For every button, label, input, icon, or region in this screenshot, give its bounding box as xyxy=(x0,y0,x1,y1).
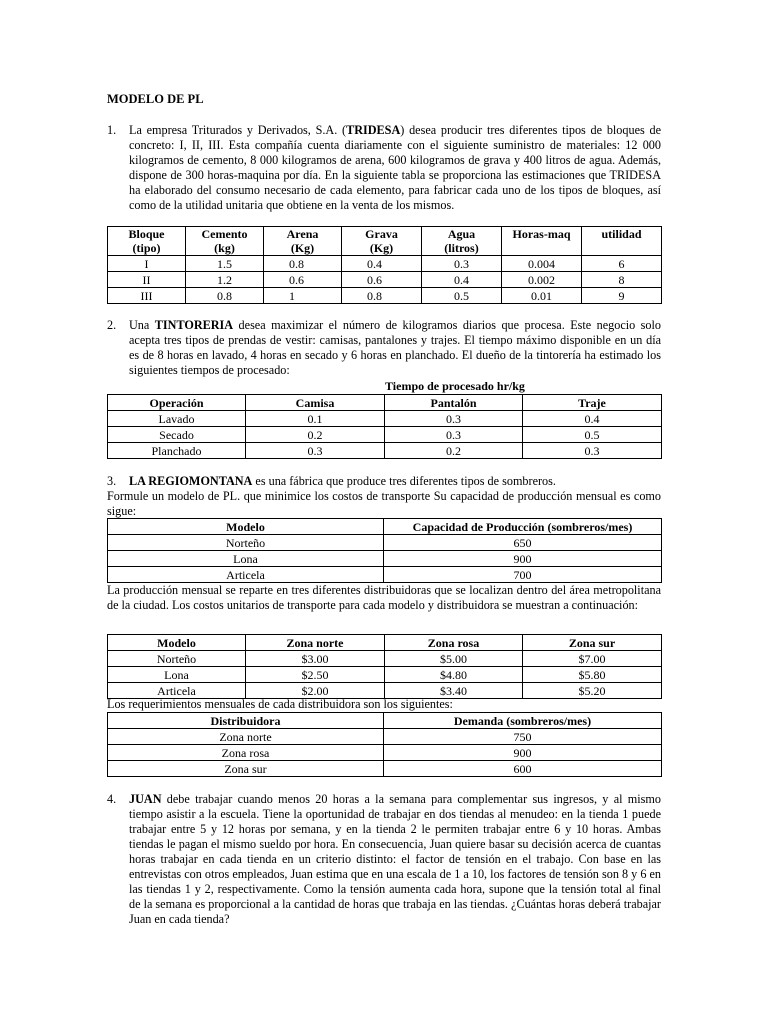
header-cell: Arena (Kg) xyxy=(264,227,342,256)
problem-1-number: 1. xyxy=(107,123,117,137)
table-row xyxy=(108,567,662,583)
table-cell: Zona norte xyxy=(108,729,384,745)
table-cell: I xyxy=(108,256,186,272)
table-cell: 0.6 xyxy=(342,272,422,288)
table-cell: 9 xyxy=(582,288,662,304)
problem-1-text xyxy=(129,123,661,213)
problem-3-text xyxy=(129,474,661,489)
header-cell: Agua (litros) xyxy=(422,227,502,256)
table-header-row xyxy=(108,635,662,651)
problem-1-text-start: La empresa Triturados y Derivados, S.A. ( xyxy=(129,123,347,137)
table-cell: 0.2 xyxy=(246,427,385,443)
table-cell: Lona xyxy=(108,551,384,567)
table-cell: II xyxy=(108,272,186,288)
problem-3-distribution-text: La producción mensual se reparte en tres diferentes distribuidoras que se localizan dentro del área metropolitana de la ciudad. Los costos unitarios de transporte para cada modelo y distribuidora se muestran a continuación: xyxy=(107,583,661,612)
problem-2-number: 2. xyxy=(107,318,117,332)
table-row xyxy=(108,667,662,683)
table-capacidad xyxy=(107,518,662,583)
table-cell: Norteño xyxy=(108,535,384,551)
table-cell: 650 xyxy=(384,535,662,551)
table-cell: 0.8 xyxy=(342,288,422,304)
header-cell: Traje xyxy=(523,395,662,411)
table-cell: 8 xyxy=(582,272,662,288)
header-cell: Cemento (kg) xyxy=(186,227,264,256)
header-cell: Modelo xyxy=(108,519,384,535)
table-cell: 1 xyxy=(264,288,342,304)
table-cell: $2.00 xyxy=(246,683,385,699)
table-cell: $5.80 xyxy=(523,667,662,683)
header-cell: Operación xyxy=(108,395,246,411)
table-cell: Norteño xyxy=(108,651,246,667)
table-cell: 0.6 xyxy=(264,272,342,288)
header-cell: Capacidad de Producción (sombreros/mes) xyxy=(384,519,662,535)
table-cell: $7.00 xyxy=(523,651,662,667)
table-cell: Articela xyxy=(108,683,246,699)
table-cell: 6 xyxy=(582,256,662,272)
problem-4-number: 4. xyxy=(107,792,117,806)
table-cell: 900 xyxy=(384,745,662,761)
problem-4-text xyxy=(129,792,661,927)
table-header-row xyxy=(108,713,662,729)
table-cell: 0.3 xyxy=(385,427,523,443)
table-cell: 700 xyxy=(384,567,662,583)
table-header-row xyxy=(108,519,662,535)
table-cell: 0.4 xyxy=(422,272,502,288)
table-cell: 0.01 xyxy=(502,288,582,304)
header-cell: Bloque (tipo) xyxy=(108,227,186,256)
table-cell: 0.4 xyxy=(342,256,422,272)
table-cell: III xyxy=(108,288,186,304)
problem-3 xyxy=(107,474,661,489)
header-cell: Zona rosa xyxy=(385,635,523,651)
table-cell: 0.002 xyxy=(502,272,582,288)
header-cell: Demanda (sombreros/mes) xyxy=(384,713,662,729)
company-name-tintoreria: TINTORERIA xyxy=(154,318,234,332)
table-cell: 1.2 xyxy=(186,272,264,288)
table-header-row xyxy=(108,395,662,411)
table-header-row xyxy=(108,227,662,256)
table-cell: Secado xyxy=(108,427,246,443)
document-title: MODELO DE PL xyxy=(107,92,204,106)
table-cell: 0.5 xyxy=(422,288,502,304)
table-cell: 750 xyxy=(384,729,662,745)
table-cell: Zona sur xyxy=(108,761,384,777)
table-row xyxy=(108,551,662,567)
header-cell: Horas-maq xyxy=(502,227,582,256)
problem-3-number: 3. xyxy=(107,474,117,488)
header-cell: Camisa xyxy=(246,395,385,411)
table-cell: 0.1 xyxy=(246,411,385,427)
table-row xyxy=(108,761,662,777)
table-cell: Articela xyxy=(108,567,384,583)
problem-3-demand-text: Los requerimientos mensuales de cada distribuidora son los siguientes: xyxy=(107,697,453,711)
table-cell: Zona rosa xyxy=(108,745,384,761)
table-cell: Lona xyxy=(108,667,246,683)
header-cell: utilidad xyxy=(582,227,662,256)
table-row xyxy=(108,443,662,459)
table-demanda xyxy=(107,712,662,777)
table-row xyxy=(108,272,662,288)
table-row xyxy=(108,411,662,427)
problem-3-instruction: Formule un modelo de PL. que minimice los costos de transporte Su capacidad de producción mensual es como sigue: xyxy=(107,489,661,518)
table-row xyxy=(108,535,662,551)
table-row xyxy=(108,651,662,667)
table-tiempos-caption: Tiempo de procesado hr/kg xyxy=(385,379,525,393)
header-cell: Pantalón xyxy=(385,395,523,411)
header-cell: Grava (Kg) xyxy=(342,227,422,256)
problem-2 xyxy=(107,318,661,378)
table-cell: $2.50 xyxy=(246,667,385,683)
table-row xyxy=(108,288,662,304)
table-row xyxy=(108,256,662,272)
table-cell: 0.8 xyxy=(186,288,264,304)
table-row xyxy=(108,745,662,761)
table-row xyxy=(108,729,662,745)
table-cell: 0.004 xyxy=(502,256,582,272)
header-cell: Zona sur xyxy=(523,635,662,651)
table-cell: 0.3 xyxy=(246,443,385,459)
table-cell: 900 xyxy=(384,551,662,567)
problem-2-text xyxy=(129,318,661,378)
table-cell: 0.4 xyxy=(523,411,662,427)
table-row xyxy=(108,427,662,443)
table-cell: 0.2 xyxy=(385,443,523,459)
problem-2-text-rest: desea maximizar el número de kilogramos diarios que procesa. Este negocio solo acepta tres tipos de prendas de vestir: camisas, pantalones y trajes. El tiempo máximo disponible en un día es de 8 horas en lavado, 4 horas en secado y 6 horas en planchado. El dueño de la tintorería ha estimado los siguientes tiempos de procesado: xyxy=(129,318,661,377)
table-cell: Planchado xyxy=(108,443,246,459)
table-cell: $5.20 xyxy=(523,683,662,699)
problem-1 xyxy=(107,123,661,213)
header-cell: Distribuidora xyxy=(108,713,384,729)
company-name-regiomontana: LA REGIOMONTANA xyxy=(129,474,253,488)
problem-2-text-start: Una xyxy=(129,318,155,332)
table-costos-transporte xyxy=(107,634,662,699)
table-cell: 0.3 xyxy=(422,256,502,272)
table-cell: 0.3 xyxy=(385,411,523,427)
company-name-tridesa: TRIDESA xyxy=(346,123,401,137)
table-cell: 0.5 xyxy=(523,427,662,443)
table-cell: 0.3 xyxy=(523,443,662,459)
header-cell: Zona norte xyxy=(246,635,385,651)
problem-1-text-rest: ) desea producir tres diferentes tipos de bloques de concreto: I, II, III. Esta compañía cuenta diariamente con el siguiente suministro de materiales: 12 000 kilogramos de cemento, 8 000 kilogramos de arena, 600 kilogramos de grava y 400 litros de agua. Además, dispone de 300 horas-maquina por día. En la siguiente tabla se proporciona las estimaciones que TRIDESA ha elaborado del consumo necesario de cada elemento, para fabricar cada uno de los tipos de bloques, así como de la utilidad unitaria que obtiene en la venta de los mismos. xyxy=(129,123,661,212)
table-cell: 600 xyxy=(384,761,662,777)
problem-3-text-rest: es una fábrica que produce tres diferentes tipos de sombreros. xyxy=(252,474,556,488)
table-tiempos xyxy=(107,394,662,459)
problem-4-text-rest: debe trabajar cuando menos 20 horas a la semana para complementar sus ingresos, y al mismo tiempo asistir a la escuela. Tiene la oportunidad de trabajar en dos tiendas al menudeo: en la tienda 1 puede trabajar entre 5 y 12 horas por semana, y en la tienda 2 le permiten trabajar entre 6 y 10 horas. Ambas tiendas le pagan el mismo sueldo por hora. En consecuencia, Juan quiere basar su decisión acerca de cuantas horas trabajar en cada tienda en un criterio distinto: el factor de tensión en el trabajo. Con base en las entrevistas con otros empleados, Juan estima que en una escala de 1 a 10, los factores de tensión son 8 y 6 en las tiendas 1 y 2, respectivamente. Como la tensión aumenta cada hora, supone que la tensión total al final de la semana es proporcional a la cantidad de horas que trabaja en las tiendas. ¿Cuántas horas deberá trabajar Juan en cada tienda? xyxy=(129,792,661,926)
table-cell: $3.00 xyxy=(246,651,385,667)
table-cell: 1.5 xyxy=(186,256,264,272)
problem-4 xyxy=(107,792,661,927)
table-bloques xyxy=(107,226,662,304)
person-name-juan: JUAN xyxy=(129,792,162,806)
header-cell: Modelo xyxy=(108,635,246,651)
table-cell: $5.00 xyxy=(385,651,523,667)
table-cell: $4.80 xyxy=(385,667,523,683)
table-cell: Lavado xyxy=(108,411,246,427)
table-cell: $3.40 xyxy=(385,683,523,699)
table-cell: 0.8 xyxy=(264,256,342,272)
